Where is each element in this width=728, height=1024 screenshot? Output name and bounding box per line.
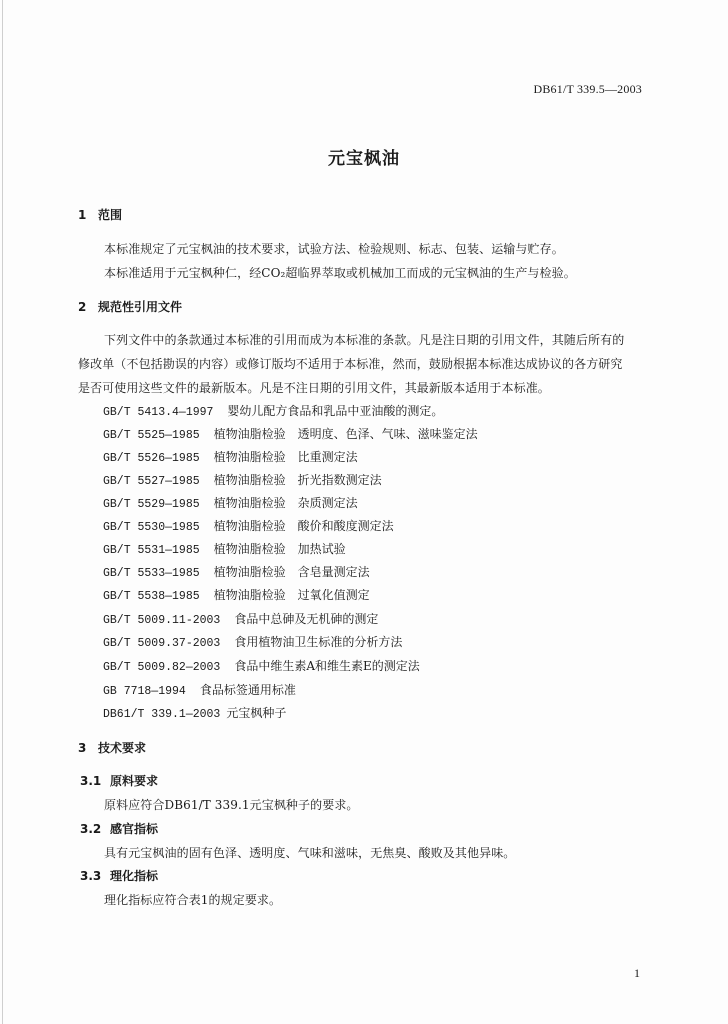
section-title: 技术要求 xyxy=(98,741,147,755)
reference-title: 植物油脂检验 透明度、色泽、气味、滋味鉴定法 xyxy=(213,427,478,441)
normative-line-1: 下列文件中的条款通过本标准的引用而成为本标准的条款。凡是注日期的引用文件，其随后所有的 xyxy=(104,333,625,347)
section-1-heading xyxy=(78,206,122,223)
reference-item xyxy=(103,633,402,650)
reference-title: 植物油脂检验 加热试验 xyxy=(213,542,346,556)
subsection-title: 原料要求 xyxy=(110,774,159,788)
reference-title: 植物油脂检验 比重测定法 xyxy=(213,450,358,464)
reference-item xyxy=(103,517,394,534)
reference-title: 植物油脂检验 过氧化值测定 xyxy=(213,588,370,602)
reference-code: GB/T 5009.82—2003 xyxy=(103,661,221,674)
reference-code: GB/T 5009.11-2003 xyxy=(103,614,221,627)
reference-code: GB/T 5009.37-2003 xyxy=(103,637,221,650)
reference-code: GB/T 5531—1985 xyxy=(103,544,200,557)
reference-title: 食品标签通用标准 xyxy=(199,683,296,697)
section-title: 规范性引用文件 xyxy=(98,300,183,314)
subsection-3-3-heading xyxy=(80,867,158,884)
reference-code: GB/T 5538—1985 xyxy=(103,590,200,603)
section-3-heading xyxy=(78,739,146,756)
normative-line-2: 修改单（不包括勘误的内容）或修订版均不适用于本标准，然而，鼓励根据本标准达成协议的各方研究 xyxy=(78,357,623,371)
reference-title: 食品中维生素A和维生素E的测定法 xyxy=(234,659,420,673)
reference-item xyxy=(103,494,358,511)
reference-item xyxy=(103,704,286,721)
reference-item xyxy=(103,681,296,698)
scope-paragraph-2: 本标准适用于元宝枫种仁，经CO₂超临界萃取或机械加工而成的元宝枫油的生产与检验。 xyxy=(104,266,576,280)
section-title: 范围 xyxy=(98,208,123,222)
subsection-number: 3.2 xyxy=(80,822,102,836)
reference-code: DB61/T 339.1—2003 xyxy=(103,708,221,721)
reference-title: 植物油脂检验 杂质测定法 xyxy=(213,496,358,510)
reference-item xyxy=(103,425,478,442)
section-2-heading xyxy=(78,298,182,315)
reference-code: GB 7718—1994 xyxy=(103,685,186,698)
normative-line-3: 是否可使用这些文件的最新版本。凡是不注日期的引用文件，其最新版本适用于本标准。 xyxy=(78,381,550,395)
section-number: 2 xyxy=(78,300,87,314)
scope-paragraph-1: 本标准规定了元宝枫油的技术要求，试验方法、检验规则、标志、包装、运输与贮存。 xyxy=(104,242,564,256)
reference-title: 植物油脂检验 酸价和酸度测定法 xyxy=(213,519,394,533)
reference-item xyxy=(103,402,443,419)
reference-item xyxy=(103,448,358,465)
reference-item xyxy=(103,563,370,580)
section-number: 3 xyxy=(78,741,87,755)
standard-code: DB61/T 339.5—2003 xyxy=(533,82,642,96)
reference-title: 植物油脂检验 折光指数测定法 xyxy=(213,473,382,487)
subsection-number: 3.3 xyxy=(80,869,102,883)
reference-title: 元宝枫种子 xyxy=(226,706,287,720)
reference-item xyxy=(103,586,370,603)
reference-item xyxy=(103,471,382,488)
reference-code: GB/T 5526—1985 xyxy=(103,452,200,465)
reference-title: 婴幼儿配方食品和乳品中亚油酸的测定。 xyxy=(227,404,444,418)
subsection-3-2-text: 具有元宝枫油的固有色泽、透明度、气味和滋味，无焦臭、酸败及其他异味。 xyxy=(104,846,516,860)
reference-title: 食品中总砷及无机砷的测定 xyxy=(234,612,379,626)
reference-code: GB/T 5527—1985 xyxy=(103,475,200,488)
subsection-title: 理化指标 xyxy=(110,869,159,883)
reference-item xyxy=(103,657,420,674)
reference-code: GB/T 5533—1985 xyxy=(103,567,200,580)
subsection-3-1-heading xyxy=(80,772,158,789)
subsection-3-2-heading xyxy=(80,820,158,837)
section-number: 1 xyxy=(78,208,87,222)
reference-code: GB/T 5530—1985 xyxy=(103,521,200,534)
reference-code: GB/T 5413.4—1997 xyxy=(103,406,214,419)
reference-code: GB/T 5529—1985 xyxy=(103,498,200,511)
reference-item xyxy=(103,540,346,557)
subsection-number: 3.1 xyxy=(80,774,102,788)
subsection-3-1-text: 原料应符合DB61/T 339.1元宝枫种子的要求。 xyxy=(104,798,359,812)
page-number: 1 xyxy=(634,966,640,980)
reference-code: GB/T 5525—1985 xyxy=(103,429,200,442)
reference-title: 食用植物油卫生标准的分析方法 xyxy=(234,635,403,649)
reference-item xyxy=(103,610,378,627)
subsection-title: 感官指标 xyxy=(110,822,159,836)
document-title: 元宝枫油 xyxy=(328,149,400,169)
subsection-3-3-text: 理化指标应符合表1的规定要求。 xyxy=(104,893,282,907)
reference-title: 植物油脂检验 含皂量测定法 xyxy=(213,565,370,579)
